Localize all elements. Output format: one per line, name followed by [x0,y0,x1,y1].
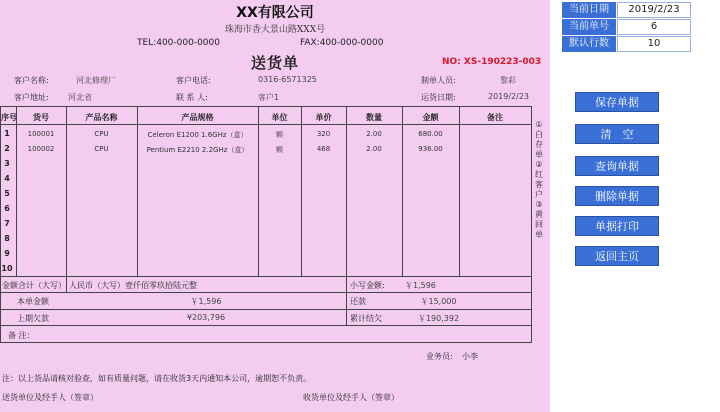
total-upper-label: 金额合计（大写） [2,281,66,290]
cell-code: 100002 [27,145,55,153]
company-tel: TEL:400-000-0000 [137,38,220,48]
row-number: 7 [4,219,10,228]
query-button[interactable]: 查询单据 [575,156,659,176]
company-fax: FAX:400-000-0000 [300,38,384,48]
save-button[interactable]: 保存单据 [575,92,659,112]
column-header: 单位 [271,113,288,122]
customer-addr-label: 客户地址: [14,93,49,102]
prev-owed-value: ¥203,796 [186,313,226,322]
clerk-label: 业务员: [426,352,453,361]
row-number: 2 [4,144,10,153]
cell-code: 100001 [27,130,55,138]
grid-line [0,292,532,293]
grid-line [0,106,532,107]
receiver-signature: 收货单位及经手人（签章） [303,393,399,402]
row-number: 5 [4,189,10,198]
default-rows-label: 默认行数 [562,36,616,52]
column-header: 数量 [366,113,382,122]
cell-name: CPU [94,145,109,153]
cell-amount: 680.00 [418,130,443,138]
sender-signature: 送货单位及经手人（签章） [2,393,98,402]
footer-note: 注：以上货品请核对验查，如有质量问题，请在收货3天内通知本公司，逾期恕不负责。 [2,374,312,383]
customer-name-label: 客户名称: [14,76,49,85]
home-button[interactable]: 返回主页 [575,246,659,266]
column-header: 产品名称 [85,113,118,122]
cell-amount: 936.00 [418,145,443,153]
prev-owed-label: 上期欠款 [17,314,49,323]
clerk-value: 小李 [462,352,478,361]
row-number: 9 [4,249,10,258]
column-header: 产品规格 [181,113,214,122]
grid-line [459,106,460,276]
grid-line [0,342,532,343]
total-owed-value: ￥190,392 [417,314,460,323]
ship-date-label: 运货日期: [421,93,456,102]
column-header: 金额 [422,113,439,122]
customer-phone-value: 0316-6571325 [258,75,317,84]
total-upper-value: 人民币（大写）壹仟佰零玖拾陆元整 [69,281,197,290]
row-number: 1 [4,129,10,138]
default-rows-value[interactable]: 10 [617,36,691,52]
paid-value: ￥15,000 [420,297,457,306]
current-date-label: 当前日期 [562,2,616,18]
column-header: 货号 [33,113,49,122]
ship-date-value: 2019/2/23 [488,92,530,101]
maker-value: 黎彩 [500,76,516,85]
grid-line [0,309,532,310]
customer-name-value: 河北修理厂 [76,76,116,85]
grid-line [346,106,347,325]
cell-spec: Celeron E1200 1.6GHz（盒） [147,131,248,139]
customer-phone-label: 客户电话: [176,76,211,85]
copy-distribution-note: ①白存单②红客户③黄回单 [535,120,543,239]
cell-qty: 2.00 [366,130,382,138]
company-name: XX有限公司 [236,5,314,21]
grid-line [0,124,532,125]
cell-unit: 颗 [276,131,283,139]
remark-label: 备 注： [8,331,35,340]
row-number: 10 [1,264,13,273]
this-amount-value: ￥1,596 [190,297,222,306]
cell-name: CPU [94,130,109,138]
clear-button[interactable]: 清 空 [575,124,659,144]
current-no-value[interactable]: 6 [617,19,691,35]
column-header: 单价 [315,113,332,122]
column-header: 序号 [1,113,17,122]
row-number: 4 [4,174,10,183]
current-no-label: 当前单号 [562,19,616,35]
grid-line [531,106,532,342]
total-lower-label: 小写金额: [350,281,385,290]
cell-qty: 2.00 [366,145,382,153]
cell-unit: 颗 [276,146,283,154]
maker-label: 制单人员: [421,76,456,85]
customer-addr-value: 河北省 [68,93,92,102]
column-header: 备注 [487,113,503,122]
cell-price: 320 [316,130,331,138]
current-date-value[interactable]: 2019/2/23 [617,2,691,18]
paid-label: 还款 [350,297,366,306]
total-lower-value: ￥1,596 [405,281,436,290]
document-title: 送货单 [250,54,299,72]
contact-value: 客户1 [258,93,280,102]
total-owed-label: 累计结欠 [350,314,382,323]
row-number: 3 [4,159,10,168]
contact-label: 联 系 人: [176,93,208,102]
this-amount-label: 本单金额 [17,297,49,306]
delete-button[interactable]: 删除单据 [575,186,659,206]
grid-line [0,276,532,277]
document-number: NO: XS-190223-003 [442,57,542,67]
row-number: 6 [4,204,10,213]
print-button[interactable]: 单据打印 [575,216,659,236]
grid-line [0,325,532,326]
cell-spec: Pentium E2210 2.2GHz（盒） [146,146,249,154]
row-number: 8 [4,234,10,243]
company-address: 珠海市香大景山路XXX号 [224,25,326,35]
cell-price: 468 [316,145,331,153]
